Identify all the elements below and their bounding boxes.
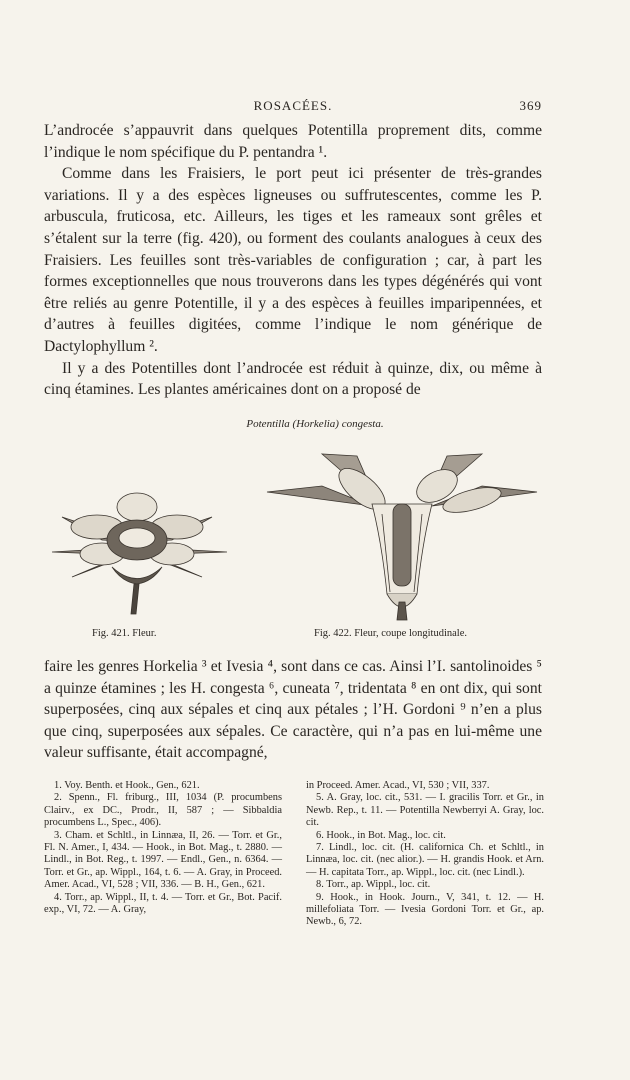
figure-421-flower-illustration xyxy=(42,472,232,617)
running-title: ROSACÉES. xyxy=(253,98,333,113)
main-text xyxy=(44,120,542,401)
figure-title: Potentilla (Horkelia) congesta. xyxy=(246,418,384,430)
footnote: 1. Voy. Benth. et Hook., Gen., 621. xyxy=(54,780,200,791)
figure-422-caption: Fig. 422. Fleur, coupe longitudinale. xyxy=(314,628,467,639)
footnotes xyxy=(44,780,544,929)
paragraph-1: L’androcée s’appauvrit dans quelques Potentilla proprement dits, comme l’indique le nom spécifique du P. pentandra ¹. xyxy=(44,122,542,161)
main-text-continued xyxy=(44,656,542,764)
footnote: 3. Cham. et Schltl., in Linnæa, II, 26. — Torr. et Gr., Fl. N. Amer., I, 434. — Hook., in Bot. Mag., t. 2880. — Lindl., in Bot. Reg., t. 1997. — Endl., Gen., n. 6364. — Torr. et Gr., ap. Wippl., 164, t. 6. — A. Gray, in Proceed. Amer. Acad., VI, 528 ; VII, 336. — B. H., Gen., 621. xyxy=(44,829,282,891)
page-number: 369 xyxy=(519,98,542,113)
footnotes-left-column xyxy=(44,780,282,929)
footnote: in Proceed. Amer. Acad., VI, 530 ; VII, 337. xyxy=(306,780,490,791)
paragraph-2: Comme dans les Fraisiers, le port peut ici présenter de très-grandes variations. Il y a des espèces ligneuses ou suffrutescentes, comme les P. arbuscula, fruticosa, etc. Ailleurs, les tiges et les rameaux sont grêles et s’étalent sur la terre (fig. 420), ou forment des coulants analogues à ceux des Fraisiers. Les feuilles sont très-variables de configuration ; car, à part les formes exceptionnelles que nous trouverons dans les types dégénérés qui vont être reliés au genre Potentille, il y a des espèces à feuilles imparipennées, et d’autres à feuilles digitées, comme l’indique le nom générique de Dactylophyllum ². xyxy=(44,165,542,355)
section-drawing xyxy=(262,444,542,622)
footnote: 7. Lindl., loc. cit. (H. californica Ch. et Schltl., in Linnæa, loc. cit. (nec alior.). — H. grandis Hook. et Arn. — H. capitata Torr., ap. Wippl., loc. cit. (nec Lindl.). xyxy=(306,842,544,878)
figure-422-section-illustration xyxy=(262,444,542,622)
footnote: 8. Torr., ap. Wippl., loc. cit. xyxy=(316,879,431,891)
footnotes-right-column xyxy=(306,780,544,929)
footnote: 9. Hook., in Hook. Journ., V, 341, t. 12. — H. millefoliata Torr. — Ivesia Gordoni Torr. et Gr., ap. Newb., 6, 72. xyxy=(306,891,544,928)
flower-drawing xyxy=(42,472,232,617)
figure-421-caption: Fig. 421. Fleur. xyxy=(92,628,157,639)
footnote: 5. A. Gray, loc. cit., 531. — I. gracilis Torr. et Gr., in Newb. Rep., t. 11. — Potentilla Newberryi A. Gray, loc. cit. xyxy=(306,792,544,829)
footnote: 4. Torr., ap. Wippl., II, t. 4. — Torr. et Gr., Bot. Pacif. exp., VI, 72. — A. Gray, xyxy=(44,891,282,916)
footnote: 2. Spenn., Fl. friburg., III, 1034 (P. procumbens Clairv., ex DC., Prodr., II, 587 ; — Sibbaldia procumbens L., Spec., 406). xyxy=(44,792,282,829)
paragraph-4: faire les genres Horkelia ³ et Ivesia ⁴, sont dans ce cas. Ainsi l’I. santolinoides ⁵ a quinze étamines ; les H. congesta ⁶, cuneata ⁷, tridentata ⁸ en ont dix, qui sont superposées, cinq aux sépales et cinq aux pétales ; l’H. Gordoni ⁹ n’en a plus que cinq, superposées aux sépales. Ce caractère, qui n’a pas en lui-même une valeur suffisante, était accompagné, xyxy=(44,658,542,762)
footnote: 6. Hook., in Bot. Mag., loc. cit. xyxy=(316,829,446,841)
paragraph-3: Il y a des Potentilles dont l’androcée est réduit à quinze, dix, ou même à cinq étamines. Les plantes américaines dont on a proposé de xyxy=(44,359,542,399)
